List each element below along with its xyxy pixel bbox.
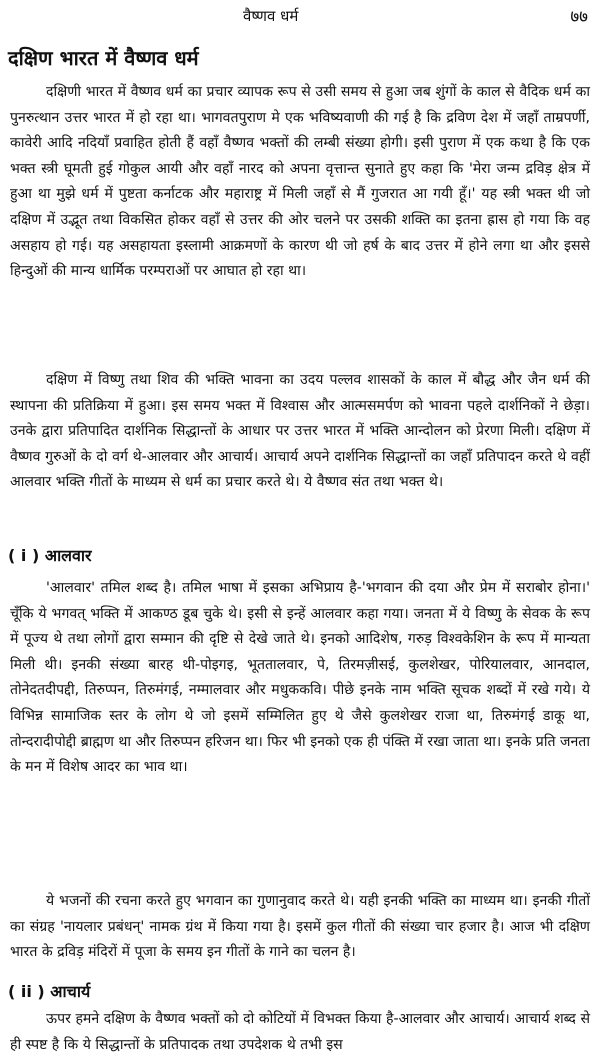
paragraph: 'आलवार' तमिल शब्द है। तमिल भाषा में इसका अभिप्राय है-'भगवान की दया और प्रेम में सराबोर होना।' चूँकि ये भगवत् भक्ति में आकण्ठ डूब चुके थे। इसी से इन्हें आलवार कहा गया। जनता में ये विष्णु के सेवक के रूप में पूज्य थे तथा लोगों द्वारा सम्मान की दृष्टि से देखे जाते थे। इनको आदिशेष, गरुड़ विश्वकेशिन के रूप में मान्यता मिली थी। इनकी संख्या बारह थी-पोइगइ, भूततालवार, पे, तिरमज़ीसई, कुलशेखर, पोरियालवार, आनदाल, तोनेदतदीपद्दी, तिरुप्पन, तिरुमंगई, नम्मालवार और मधुककवि। पीछे इनके नाम भक्ति सूचक शब्दों में रखे गये। ये विभिन्न सामाजिक स्तर के लोग थे जो इसमें सम्मिलित हुए थे जैसे कुलशेखर राजा था, तिरुमंगई डाकू था, तोन्दरादीपोद्दी ब्राह्मण था और तिरुप्पन हरिजन था। फिर भी इनको एक ही पंक्ति में रखा जाता था। इनके प्रति जनता के मन में विशेष आदर का भाव था।	[10, 580, 590, 776]
running-title: वैष्णव धर्म	[243, 7, 299, 25]
paragraph: ये भजनों की रचना करते हुए भगवान का गुणानुवाद करते थे। यही इनकी भक्ति का माध्यम था। इनकी गीतों का संग्रह 'नायलार प्रबंधन्' नामक ग्रंथ में किया गया है। इसमें कुल गीतों की संख्या चार हजार है। आज भी दक्षिण भारत के द्रविड़ मंदिरों में पूजा के समय इन गीतों के गाने का चलन है।	[10, 893, 590, 961]
page-number: ७७	[570, 7, 588, 27]
subsection-heading-acharya: ( ii ) आचार्य	[8, 982, 91, 1001]
page-header	[0, 4, 600, 28]
section-heading: दक्षिण भारत में वैष्णव धर्म	[8, 46, 199, 70]
subsection-heading-alvar: ( i ) आलवार	[8, 546, 92, 565]
paragraph: दक्षिण में विष्णु तथा शिव की भक्ति भावना का उदय पल्लव शासकों के काल में बौद्ध और जैन धर्म की स्थापना की प्रतिक्रिया में हुआ। इस समय भक्त में विश्वास और आत्मसमर्पण को भावना पहले दार्शनिकों ने छेड़ा। उनके द्वारा प्रतिपादित दार्शनिक सिद्धान्तों के आधार पर उत्तर भारत में भक्ति आन्दोलन को प्रेरणा मिली। दक्षिण में वैष्णव गुरुओं के दो वर्ग थे-आलवार और आचार्य। आचार्य अपने दार्शनिक सिद्धान्तों का जहाँ प्रतिपादन करते थे वहीं आलवार भक्ति गीतों के माध्यम से धर्म का प्रचार करते थे। ये वैष्णव संत तथा भक्त थे।	[10, 372, 590, 491]
paragraph: ऊपर हमने दक्षिण के वैष्णव भक्तों को दो कोटियों में विभक्त किया है-आलवार और आचार्य। आचार्य शब्द से ही स्पष्ट है कि ये सिद्धान्तों के प्रतिपादक तथा उपदेशक थे तभी इस	[10, 1011, 590, 1053]
paragraph: दक्षिणी भारत में वैष्णव धर्म का प्रचार व्यापक रूप से उसी समय से हुआ जब शुंगों के काल से वैदिक धर्म का पुनरुत्थान उत्तर भारत में हो रहा था। भागवतपुराण मे एक भविष्यवाणी की गई है कि द्रविण देश में जहाँ ताम्रपर्णी, कावेरी आदि नदियाँ प्रवाहित होती हैं वहाँ वैष्णव भक्तों की लम्बी संख्या होगी। इसी पुराण में एक कथा है कि एक भक्त स्त्री घूमती हुई गोकुल आयी और वहाँ नारद को अपना वृत्तान्त सुनाते हुए कहा कि 'मेरा जन्म द्रविड़ क्षेत्र में हुआ था मुझे धर्म में पुष्टता कर्नाटक और महाराष्ट्र में मिली जहाँ से मैं गुजरात आ गयी हूँ।' यह स्त्री भक्त थी जो दक्षिण में उद्भूत तथा विकसित होकर वहाँ से उत्तर की ओर चलने पर उसकी शक्ति का इतना ह्रास हो गया कि वह असहाय हो गई। यह असहायता इस्लामी आक्रमणों के कारण थी जो हर्ष के बाद उत्तर में होने लगा था और इससे हिन्दुओं की मान्य धार्मिक परम्पराओं पर आघात हो रहा था।	[10, 84, 590, 280]
